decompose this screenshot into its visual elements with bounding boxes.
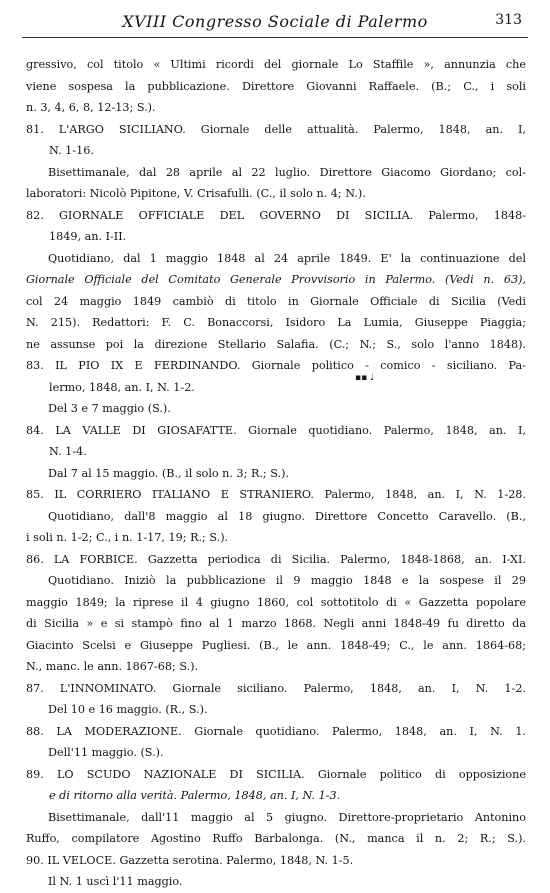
text-line: viene sospesa la pubblicazione. Direttore Giovanni Raffaele. (B.; C., i soli xyxy=(26,79,526,93)
text-line: Del 3 e 7 maggio (S.). xyxy=(48,402,171,415)
text-line: Dal 7 al 15 maggio. (B., il solo n. 3; R.; S.). xyxy=(48,466,289,480)
text-line: maggio 1849; la riprese il 4 giugno 1860, col sottotitolo di « Gazzetta popolare xyxy=(26,595,526,609)
text-line: 89. LO SCUDO NAZIONALE DI SICILIA. Giornale politico di opposizione xyxy=(26,767,526,781)
text-line: 83. IL PIO IX E FERDINANDO. Giornale politico - comico - siciliano. Pa- xyxy=(26,359,526,372)
text-line: col 24 maggio 1849 cambiò di titolo in Giornale Officiale di Sicilia (Vedi xyxy=(26,294,526,308)
text-line: di Sicilia » e si stampò fino al 1 marzo 1868. Negli anni 1848-49 fu diretto da xyxy=(26,617,526,630)
running-header xyxy=(24,12,526,34)
header-rule xyxy=(22,37,528,38)
text-line: 88. LA MODERAZIONE. Giornale quotidiano. Palermo, 1848, an. I, N. 1. xyxy=(26,724,526,738)
text-line: Giacinto Scelsi e Giuseppe Pugliesi. (B., le ann. 1848-49; C., le ann. 1864-68; xyxy=(26,638,526,652)
text-line: N. 1-4. xyxy=(49,445,87,458)
text-line: e di ritorno alla verità. Palermo, 1848, an. I, N. 1-3. xyxy=(49,789,341,802)
text-line: n. 3, 4, 6, 8, 12-13; S.). xyxy=(26,101,156,114)
text-line: lermo, 1848, an. I, N. 1-2. xyxy=(49,380,195,394)
text-line: 86. LA FORBICE. Gazzetta periodica di Sicilia. Palermo, 1848-1868, an. I-XI. xyxy=(26,552,526,566)
text-line: 1849, an. I-II. xyxy=(49,230,127,243)
text-line: laboratori: Nicolò Pipitone, V. Crisafulli. (C., il solo n. 4; N.). xyxy=(26,187,366,200)
text-line: 87. L'INNOMINATO. Giornale siciliano. Palermo, 1848, an. I, N. 1-2. xyxy=(26,681,526,695)
text-line: 82. GIORNALE OFFICIALE DEL GOVERNO DI SICILIA. Palermo, 1848- xyxy=(26,208,526,222)
text-line: Ruffo, compilatore Agostino Ruffo Barbalonga. (N., manca il n. 2; R.; S.). xyxy=(26,832,526,845)
text-line: Quotidiano, dall'8 maggio al 18 giugno. Direttore Concetto Caravello. (B., xyxy=(48,509,526,523)
text-line: Bisettimanale, dall'11 maggio al 5 giugno. Direttore-proprietario Antonino xyxy=(48,810,526,824)
body-text xyxy=(26,54,526,893)
text-line: ne assunse poi la direzione Stellario Salafia. (C.; N.; S., solo l'anno 1848). xyxy=(26,337,526,351)
text-line: Quotidiano, dal 1 maggio 1848 al 24 aprile 1849. E' la continuazione del xyxy=(48,251,526,265)
text-line: Del 10 e 16 maggio. (R., S.). xyxy=(48,703,208,716)
text-line: 90. IL VELOCE. Gazzetta serotina. Palermo, 1848, N. 1-5. xyxy=(26,853,354,867)
text-line: Dell'11 maggio. (S.). xyxy=(48,746,164,759)
text-line: N. 1-16. xyxy=(49,144,94,157)
text-line: 84. LA VALLE DI GIOSAFATTE. Giornale quotidiano. Palermo, 1848, an. I, xyxy=(26,423,526,437)
stray-ink-mark: ▪▪ ♩ xyxy=(355,373,375,383)
text-line: Giornale Officiale del Comitato Generale Provvisorio in Palermo. (Vedi n. 63), xyxy=(26,273,526,286)
text-line: Quotidiano. Iniziò la pubblicazione il 9 maggio 1848 e la sospese il 29 xyxy=(48,574,526,587)
text-line: 85. IL CORRIERO ITALIANO E STRANIERO. Palermo, 1848, an. I, N. 1-28. xyxy=(26,488,526,501)
header-title: XVIII Congresso Sociale di Palermo xyxy=(122,12,428,31)
text-line: gressivo, col titolo « Ultimi ricordi del giornale Lo Staffile », annunzia che xyxy=(26,58,526,71)
text-line: i soli n. 1-2; C., i n. 1-17, 19; R.; S.). xyxy=(26,531,229,544)
text-line: N., manc. le ann. 1867-68; S.). xyxy=(26,660,199,673)
text-line: 81. L'ARGO SICILIANO. Giornale delle attualità. Palermo, 1848, an. I, xyxy=(26,122,526,136)
text-line: Il N. 1 uscì l'11 maggio. xyxy=(48,875,183,888)
text-line: Bisettimanale, dal 28 aprile al 22 luglio. Direttore Giacomo Giordano; col- xyxy=(48,165,526,179)
page-number: 313 xyxy=(495,12,522,28)
text-line: N. 215). Redattori: F. C. Bonaccorsi, Isidoro La Lumia, Giuseppe Piaggia; xyxy=(26,316,526,329)
